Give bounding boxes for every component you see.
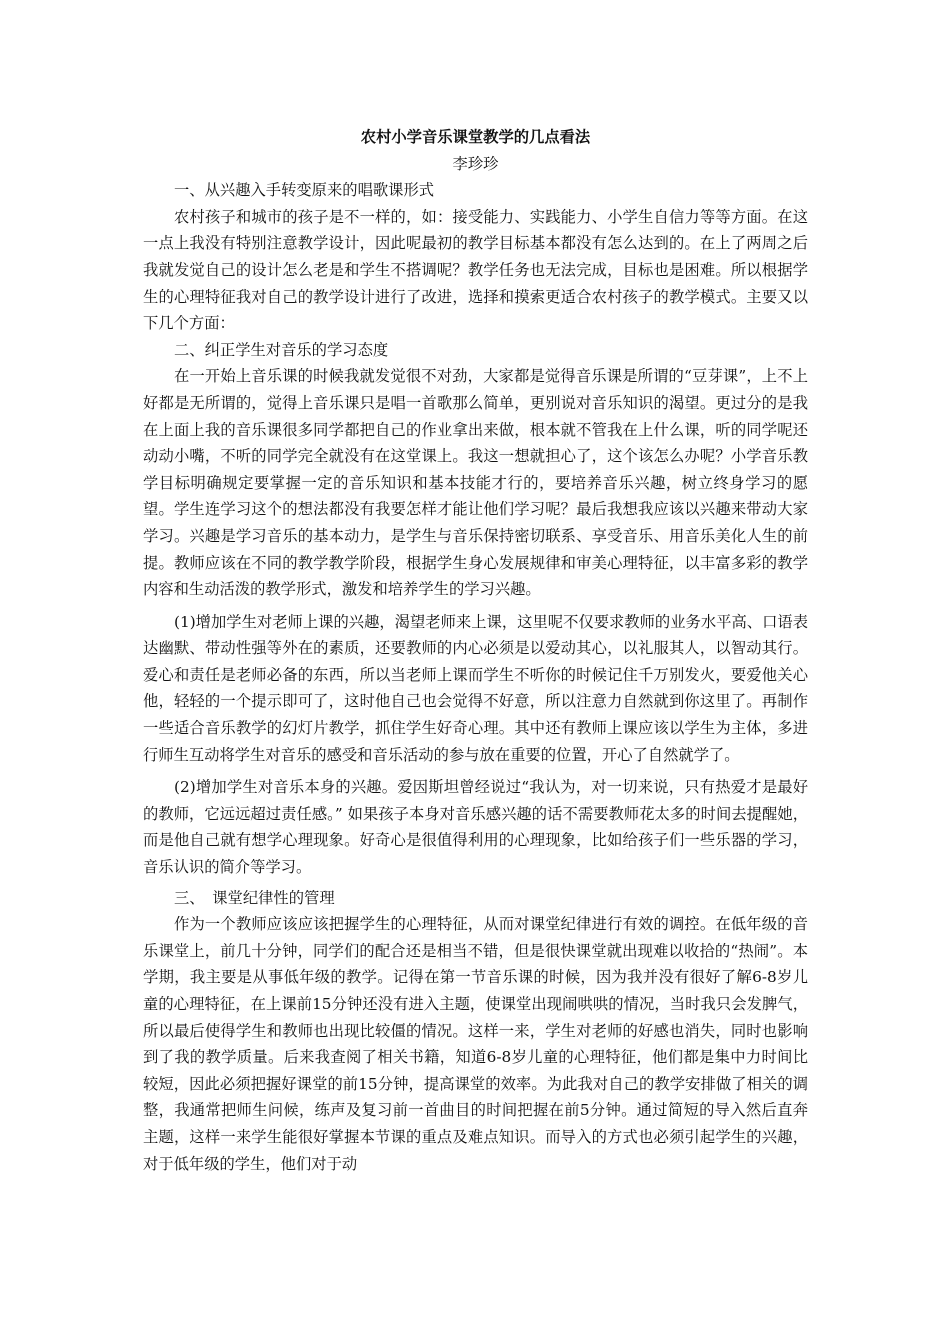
section-paragraph-1: 农村孩子和城市的孩子是不一样的，如：接受能力、实践能力、小学生自信力等等方面。在这一点上我没有特别注意教学设计，因此呢最初的教学目标基本都没有怎么达到的。在上了两周之后我就发觉自己的设计怎么老是和学生不搭调呢？教学任务也无法完成，目标也是困难。所以根据学生的心理特征我对自己的教学设计进行了改进，选择和摸索更适合农村孩子的教学模式。主要又以下几个方面： bbox=[143, 207, 808, 333]
document-title: 农村小学音乐课堂教学的几点看法 bbox=[360, 128, 591, 146]
section-paragraph-3: 作为一个教师应该应该把握学生的心理特征，从而对课堂纪律进行有效的调控。在低年级的音乐课堂上，前几十分钟，同学们的配合还是相当不错，但是很快课堂就出现难以收拾的“热闹”。本学期，我主要是从事低年级的教学。记得在第一节音乐课的时候，因为我并没有很好了解6-8岁儿童的心理特征，在上课前15分钟还没有进入主题，使课堂出现闹哄哄的情况，当时我只会发脾气，所以最后使得学生和教师也出现比较僵的情况。这样一来，学生对老师的好感也消失，同时也影响到了我的教学质量。后来我查阅了相关书籍，知道6-8岁儿童的心理特征，他们都是集中力时间比较短，因此必须把握好课堂的前15分钟，提高课堂的效率。为此我对自己的教学安排做了相关的调整，我通常把师生问候，练声及复习前一首曲目的时间把握在前5分钟。通过简短的导入然后直奔主题，这样一来学生能很好掌握本节课的重点及难点知识。而导入的方式也必须引起学生的兴趣，对于低年级的学生，他们对于动 bbox=[143, 915, 808, 1173]
section-heading-3: 三、 课堂纪律性的管理 bbox=[174, 888, 335, 907]
section-heading-2: 二、纠正学生对音乐的学习态度 bbox=[174, 340, 389, 359]
section-paragraph-2: 在一开始上音乐课的时候我就发觉很不对劲，大家都是觉得音乐课是所谓的“豆芽课”，上不上好都是无所谓的，觉得上音乐课只是唱一首歌那么简单，更别说对音乐知识的渴望。更过分的是我在上面上我的音乐课很多同学都把自己的作业拿出来做，根本就不管我在上什么课，听的同学呢还动动小嘴，不听的同学完全就没有在这堂课上。我这一想就担心了，这个该怎么办呢？小学音乐教学目标明确规定要掌握一定的音乐知识和基本技能才行的，要培养音乐兴趣，树立终身学习的愿望。学生连学习这个的想法都没有我要怎样才能让他们学习呢？最后我想我应该以兴趣来带动大家学习。兴趣是学习音乐的基本动力，是学生与音乐保持密切联系、享受音乐、用音乐美化人生的前提。教师应该在不同的教学教学阶段，根据学生身心发展规律和审美心理特征，以丰富多彩的教学内容和生动活泼的教学形式，激发和培养学生的学习兴趣。 bbox=[143, 367, 808, 599]
document-author: 李珍珍 bbox=[452, 154, 499, 173]
section-heading-1: 一、从兴趣入手转变原来的唱歌课形式 bbox=[174, 181, 435, 200]
document-page bbox=[143, 124, 808, 1177]
point-paragraph-1: (1)增加学生对老师上课的兴趣，渴望老师来上课，这里呢不仅要求教师的业务水平高、口语表达幽默、带动性强等外在的素质，还要教师的内心必须是以爱动其心，以礼服其人，以智动其行。爱心和责任是老师必备的东西，所以当老师上课而学生不听你的时候记住千万别发火，要爱他关心他，轻轻的一个提示即可了，这时他自己也会觉得不好意，所以注意力自然就到你这里了。再制作一些适合音乐教学的幻灯片教学，抓住学生好奇心理。其中还有教师上课应该以学生为主体，多进行师生互动将学生对音乐的感受和音乐活动的参与放在重要的位置，开心了自然就学了。 bbox=[143, 612, 808, 764]
point-paragraph-2: (2)增加学生对音乐本身的兴趣。爱因斯坦曾经说过“我认为，对一切来说，只有热爱才是最好的教师，它远远超过责任感。” 如果孩子本身对音乐感兴趣的话不需要教师花太多的时间去提醒她，而是他自己就有想学心理现象。好奇心是很值得利用的心理现象，比如给孩子们一些乐器的学习，音乐认识的简介等学习。 bbox=[143, 778, 808, 877]
